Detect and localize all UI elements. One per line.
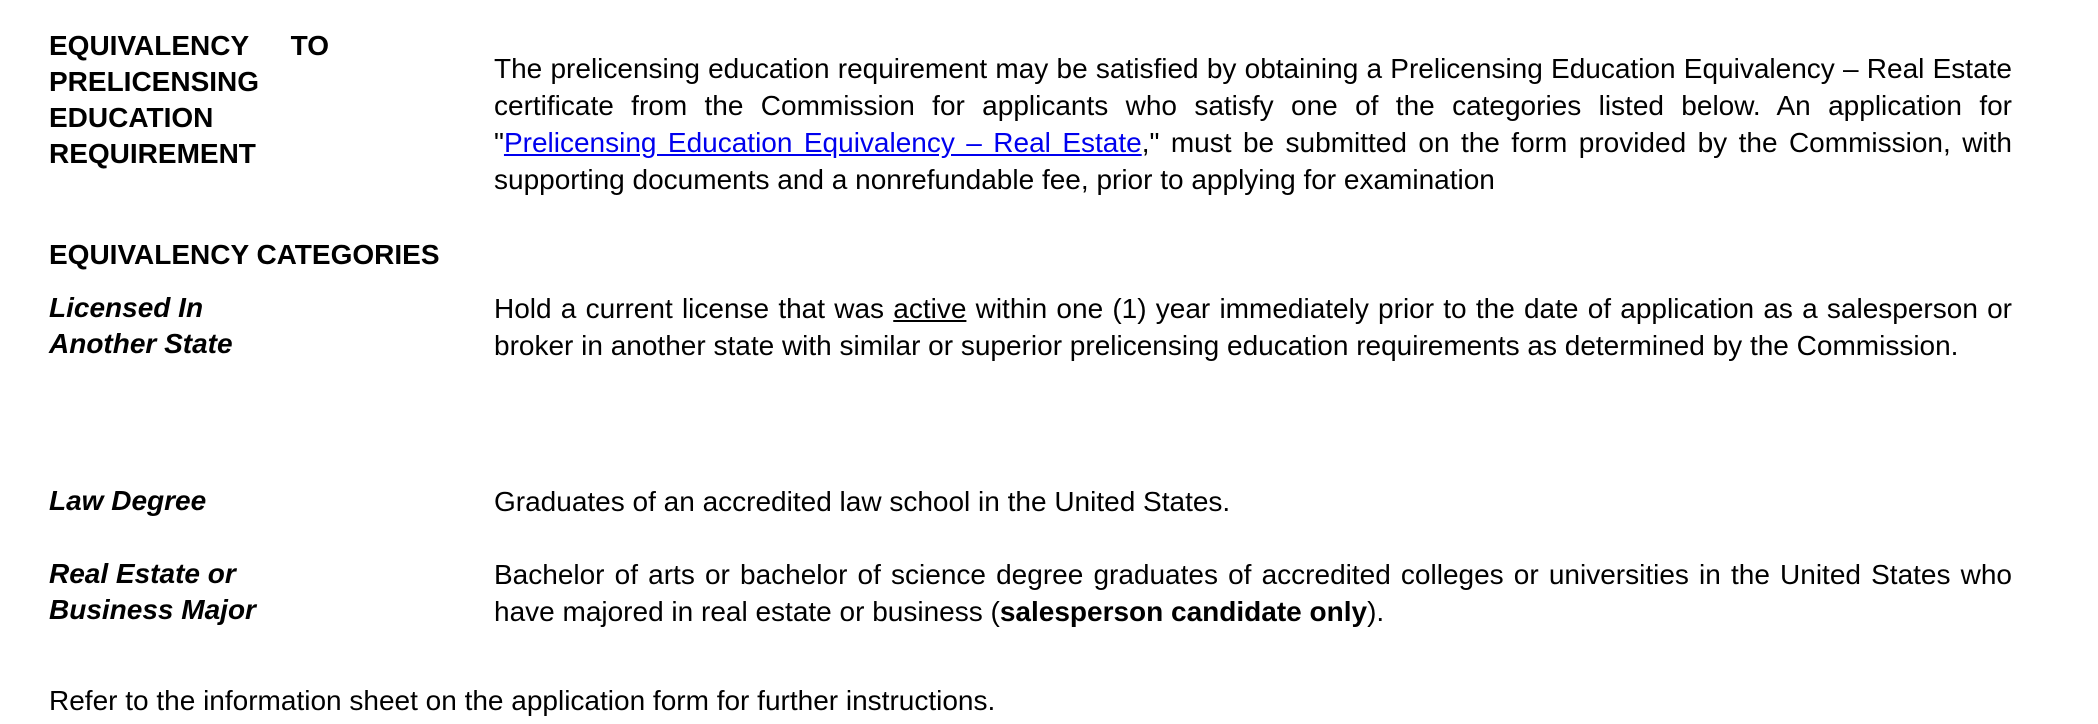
category-label-line-2: Business Major [49, 594, 256, 625]
section-heading-line-1 [49, 28, 329, 64]
category-label-real-estate-or-business-major [49, 556, 256, 628]
category-label-line-1: Real Estate or [49, 558, 236, 589]
section-heading-word-to: TO [290, 30, 329, 61]
category-label-line-1: Licensed In [49, 292, 204, 323]
category-label-licensed-in-another-state [49, 290, 233, 362]
section-heading-line-2: PRELICENSING [49, 66, 260, 97]
category-label-law-degree: Law Degree [49, 485, 207, 516]
category-text-real-estate-or-business-major [494, 556, 2012, 630]
categories-heading: EQUIVALENCY CATEGORIES [49, 239, 440, 270]
salesperson-candidate-only-note: salesperson candidate only [999, 596, 1368, 627]
intro-text-before-link: The prelicensing education requirement may be satisfied by obtaining a Prelicensing Education Equivalency – Real Estate certificate from the Commission for applicants who satisfy one of the categories listed below. An application for " [494, 53, 2012, 158]
footer-instructions: Refer to the information sheet on the application form for further instructions. [49, 685, 996, 716]
section-heading-word-equivalency: EQUIVALENCY [49, 30, 250, 61]
category-text-licensed-in-another-state [494, 290, 2012, 364]
category-text-before: Bachelor of arts or bachelor of science degree graduates of accredited colleges or universities in the United States who have majored in real estate or business ( [494, 559, 2012, 627]
category-label-line-2: Another State [49, 328, 233, 359]
intro-text-after-link: ," must be submitted on the form provided by the Commission, with supporting documents and a nonrefundable fee, prior to applying for examination [494, 127, 2012, 195]
section-heading-line-3: EDUCATION [49, 102, 214, 133]
intro-paragraph [494, 50, 2012, 198]
active-underlined-word: active [893, 293, 967, 324]
category-text-before: Hold a current license that was [494, 293, 894, 324]
category-text-law-degree: Graduates of an accredited law school in the United States. [494, 486, 1231, 517]
category-text-after: within one (1) year immediately prior to the date of application as a salesperson or broker in another state with similar or superior prelicensing education requirements as determined by the Commission. [494, 293, 2013, 361]
equivalency-application-link[interactable]: Prelicensing Education Equivalency – Real Estate [503, 127, 1142, 158]
section-heading-line-4: REQUIREMENT [49, 138, 256, 169]
category-text-after: ). [1367, 596, 1385, 627]
section-heading [49, 28, 329, 172]
